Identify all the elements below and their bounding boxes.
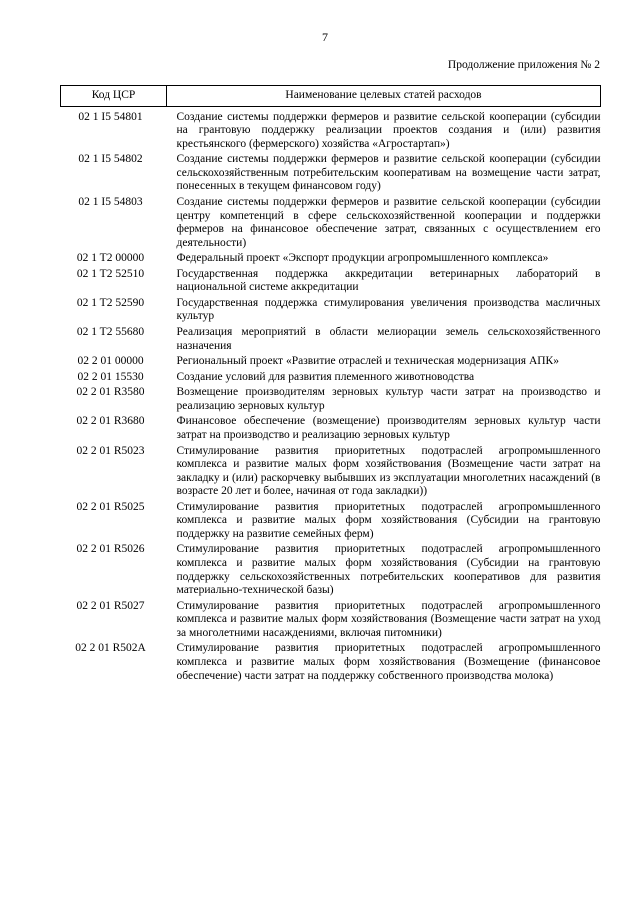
csr-code: 02 1 I5 54802 <box>78 153 143 166</box>
column-header-name: Наименование целевых статей расходов <box>167 86 601 107</box>
table-row <box>61 354 601 370</box>
expenditure-item-name: Создание системы поддержки фермеров и развитие сельской кооперации (субсидии сельскохозяйственным потребительским кооперативам на возмещение части затрат, понесенных в текущем финансовом году) <box>176 153 601 193</box>
expenditure-item-name: Стимулирование развития приоритетных подотраслей агропромышленного комплекса и развитие малых форм хозяйствования (Субсидии на грантовую поддержку сельскохозяйственных потребительских кооперативов для развития материально-технической базы) <box>176 543 601 597</box>
expenditure-item-name: Возмещение производителям зерновых культур части затрат на производство и реализацию зерновых культур <box>176 386 601 412</box>
table-row <box>61 251 601 267</box>
table-row <box>61 414 601 443</box>
expenditure-item-name: Финансовое обеспечение (возмещение) производителям зерновых культур части затрат на производство и реализацию зерновых культур <box>176 415 601 441</box>
csr-code: 02 1 T2 55680 <box>76 326 145 338</box>
expenditure-item-name: Реализация мероприятий в области мелиорации земель сельскохозяйственного назначения <box>176 326 601 352</box>
csr-code: 02 2 01 15530 <box>77 370 144 383</box>
table-row <box>61 500 601 543</box>
expenditure-item-name: Создание системы поддержки фермеров и развитие сельской кооперации (субсидии на грантовую поддержку реализации проектов создания и (или) развития крестьянского (фермерского) хозяйства «Агростартап») <box>176 110 601 150</box>
table-row <box>61 370 601 386</box>
expenditure-item-name: Стимулирование развития приоритетных подотраслей агропромышленного комплекса и развитие малых форм хозяйствования (Возмещение части затрат на закладку и (или) раскорчевку выбывших из эксплуатации многолетних насаждений (в возрасте 20 лет и более, начиная от года закладки)) <box>176 444 601 498</box>
csr-code: 02 1 I5 54801 <box>78 110 143 123</box>
table-row <box>61 195 601 251</box>
csr-code: 02 1 I5 54803 <box>78 195 143 208</box>
table-row <box>61 444 601 500</box>
table-row <box>61 385 601 414</box>
csr-code: 02 1 T2 52510 <box>76 267 145 280</box>
column-header-code: Код ЦСР <box>61 86 167 107</box>
table-row <box>61 106 601 152</box>
table-body <box>61 106 601 684</box>
csr-code: 02 2 01 R3580 <box>76 386 145 399</box>
expenditure-item-name: Создание системы поддержки фермеров и развитие сельской кооперации (субсидии центру компетенций в сфере сельскохозяйственной кооперации и поддержки фермеров на финансовое обеспечение затрат, связанных с осуществлением его деятельности) <box>176 195 601 249</box>
appendix-continuation-label: Продолжение приложения № 2 <box>447 59 600 71</box>
expenditure-item-name: Стимулирование развития приоритетных подотраслей агропромышленного комплекса и развитие малых форм хозяйствования (Возмещение части затрат на уход за многолетними насаждениями, включая питомники) <box>176 599 601 639</box>
expenditure-item-name: Государственная поддержка аккредитации ветеринарных лабораторий в национальной системе аккредитации <box>176 267 601 294</box>
expenditure-item-name: Стимулирование развития приоритетных подотраслей агропромышленного комплекса и развитие малых форм хозяйствования (Возмещение (финансовое обеспечение) части затрат на поддержку собственного производства молока) <box>176 642 601 682</box>
table-row <box>61 267 601 296</box>
expenditure-codes-table <box>60 85 601 684</box>
expenditure-item-name: Создание условий для развития племенного животноводства <box>176 370 475 383</box>
csr-code: 02 1 T2 52590 <box>76 296 145 309</box>
table-row <box>61 152 601 195</box>
csr-code: 02 2 01 00000 <box>77 355 144 368</box>
table-row <box>61 325 601 354</box>
csr-code: 02 2 01 R5023 <box>76 444 145 457</box>
csr-code: 02 1 T2 00000 <box>76 252 145 265</box>
expenditure-item-name: Региональный проект «Развитие отраслей и техническая модернизация АПК» <box>176 355 559 368</box>
expenditure-item-name: Государственная поддержка стимулирования увеличения производства масличных культур <box>176 296 601 323</box>
table-row <box>61 641 601 684</box>
table-row <box>61 599 601 642</box>
table-row <box>61 296 601 325</box>
csr-code: 02 2 01 R502A <box>75 642 146 655</box>
page-number: 7 <box>322 30 328 44</box>
table-header-row <box>61 86 601 107</box>
table-row <box>61 542 601 598</box>
csr-code: 02 2 01 R5025 <box>76 500 145 513</box>
csr-code: 02 2 01 R5027 <box>76 599 145 612</box>
expenditure-item-name: Федеральный проект «Экспорт продукции агропромышленного комплекса» <box>176 252 549 265</box>
csr-code: 02 2 01 R5026 <box>76 543 145 556</box>
csr-code: 02 2 01 R3680 <box>76 415 145 428</box>
expenditure-item-name: Стимулирование развития приоритетных подотраслей агропромышленного комплекса и развитие малых форм хозяйствования (Субсидии на грантовую поддержку на развитие семейных ферм) <box>176 500 601 540</box>
